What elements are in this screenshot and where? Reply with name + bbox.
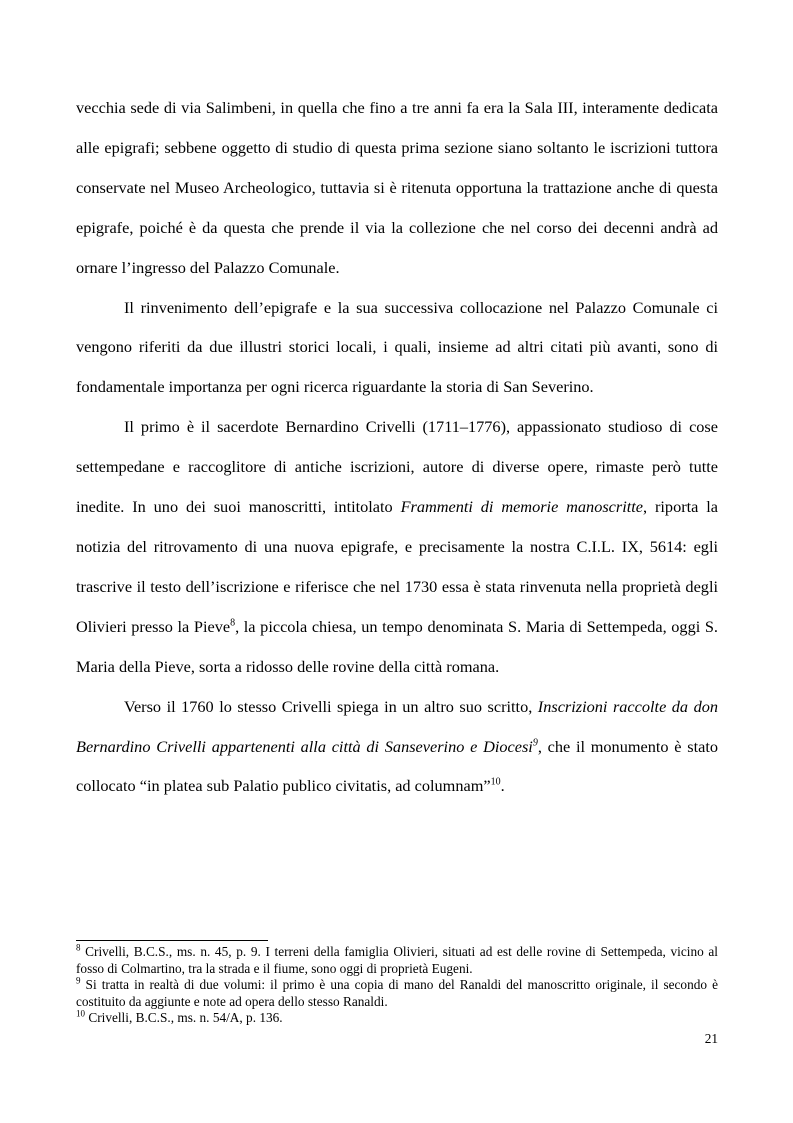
footnote-number: 8 — [76, 942, 81, 953]
paragraph-4 — [76, 687, 718, 807]
page-number: 21 — [704, 1031, 718, 1046]
footnote-ref-8[interactable]: 8 — [230, 617, 236, 629]
footnote-ref-10[interactable]: 10 — [490, 776, 501, 788]
footnote-text: Crivelli, B.C.S., ms. n. 54/A, p. 136. — [85, 1010, 283, 1026]
footnote-number: 9 — [76, 975, 81, 986]
body-text — [76, 88, 718, 806]
paragraph-3-text-a: Il primo è il sacerdote Bernardino Crivelli (1711–1776), appassionato studioso di cose settempedane e raccoglitore di antiche iscrizioni, autore di diverse opere, rimaste però tutte inedite. In uno dei suoi manoscritti, intitolato — [76, 417, 718, 517]
paragraph-4-text-a: Verso il 1760 lo stesso Crivelli spiega in un altro suo scritto, — [124, 696, 538, 716]
footnote-10 — [76, 1010, 718, 1027]
paragraph-3 — [76, 407, 718, 686]
paragraph-1: vecchia sede di via Salimbeni, in quella che fino a tre anni fa era la Sala III, interamente dedicata alle epigrafi; sebbene oggetto di studio di questa prima sezione siano soltanto le iscrizioni tuttora conservate nel Museo Archeologico, tuttavia si è ritenuta opportuna la trattazione anche di questa epigrafe, poiché è da questa che prende il via la collezione che nel corso dei decenni andrà ad ornare l’ingresso del Palazzo Comunale. — [76, 98, 718, 277]
footnote-9 — [76, 977, 718, 1010]
footnote-text: Crivelli, B.C.S., ms. n. 45, p. 9. I terreni della famiglia Olivieri, situati ad est delle rovine di Settempeda, vicino al fosso di Colmartino, tra la strada e il fiume, sono oggi di proprietà Eugeni. — [76, 944, 718, 976]
paragraph-4-text-b: , che il monumento è stato collocato “in platea sub Palatio publico civitatis, ad columnam” — [76, 736, 718, 796]
footnote-text: Si tratta in realtà di due volumi: il primo è una copia di mano del Ranaldi del manoscritto originale, il secondo è costituito da aggiunte e note ad opera dello stesso Ranaldi. — [76, 977, 718, 1009]
paragraph-2: Il rinvenimento dell’epigrafe e la sua successiva collocazione nel Palazzo Comunale ci vengono riferiti da due illustri storici locali, i quali, insieme ad altri citati più avanti, sono di fondamentale importanza per ogni ricerca riguardante la storia di San Severino. — [76, 297, 718, 397]
paragraph-3-text-c: , la piccola chiesa, un tempo denominata S. Maria di Settempeda, oggi S. Maria della Pieve, sorta a ridosso delle rovine della città romana. — [76, 616, 718, 676]
footnote-8 — [76, 944, 718, 977]
paragraph-3-text-b: , riporta la notizia del ritrovamento di una nuova epigrafe, e precisamente la nostra C.I.L. IX, 5614: egli trascrive il testo dell’iscrizione e riferisce che nel 1730 essa è stata rinvenuta nella proprietà degli Olivieri presso la Pieve — [76, 497, 718, 636]
footnote-separator — [76, 940, 268, 941]
footnote-ref-9[interactable]: 9 — [532, 737, 538, 749]
paragraph-3-work-title: Frammenti di memorie manoscritte — [400, 497, 644, 517]
paragraph-4-work-title-text: Inscrizioni raccolte da don Bernardino Crivelli appartenenti alla città di Sanseverino e Diocesi — [76, 696, 719, 756]
footnote-number: 10 — [76, 1008, 85, 1019]
paragraph-4-text-c: . — [500, 776, 505, 796]
footnotes — [76, 944, 718, 1027]
